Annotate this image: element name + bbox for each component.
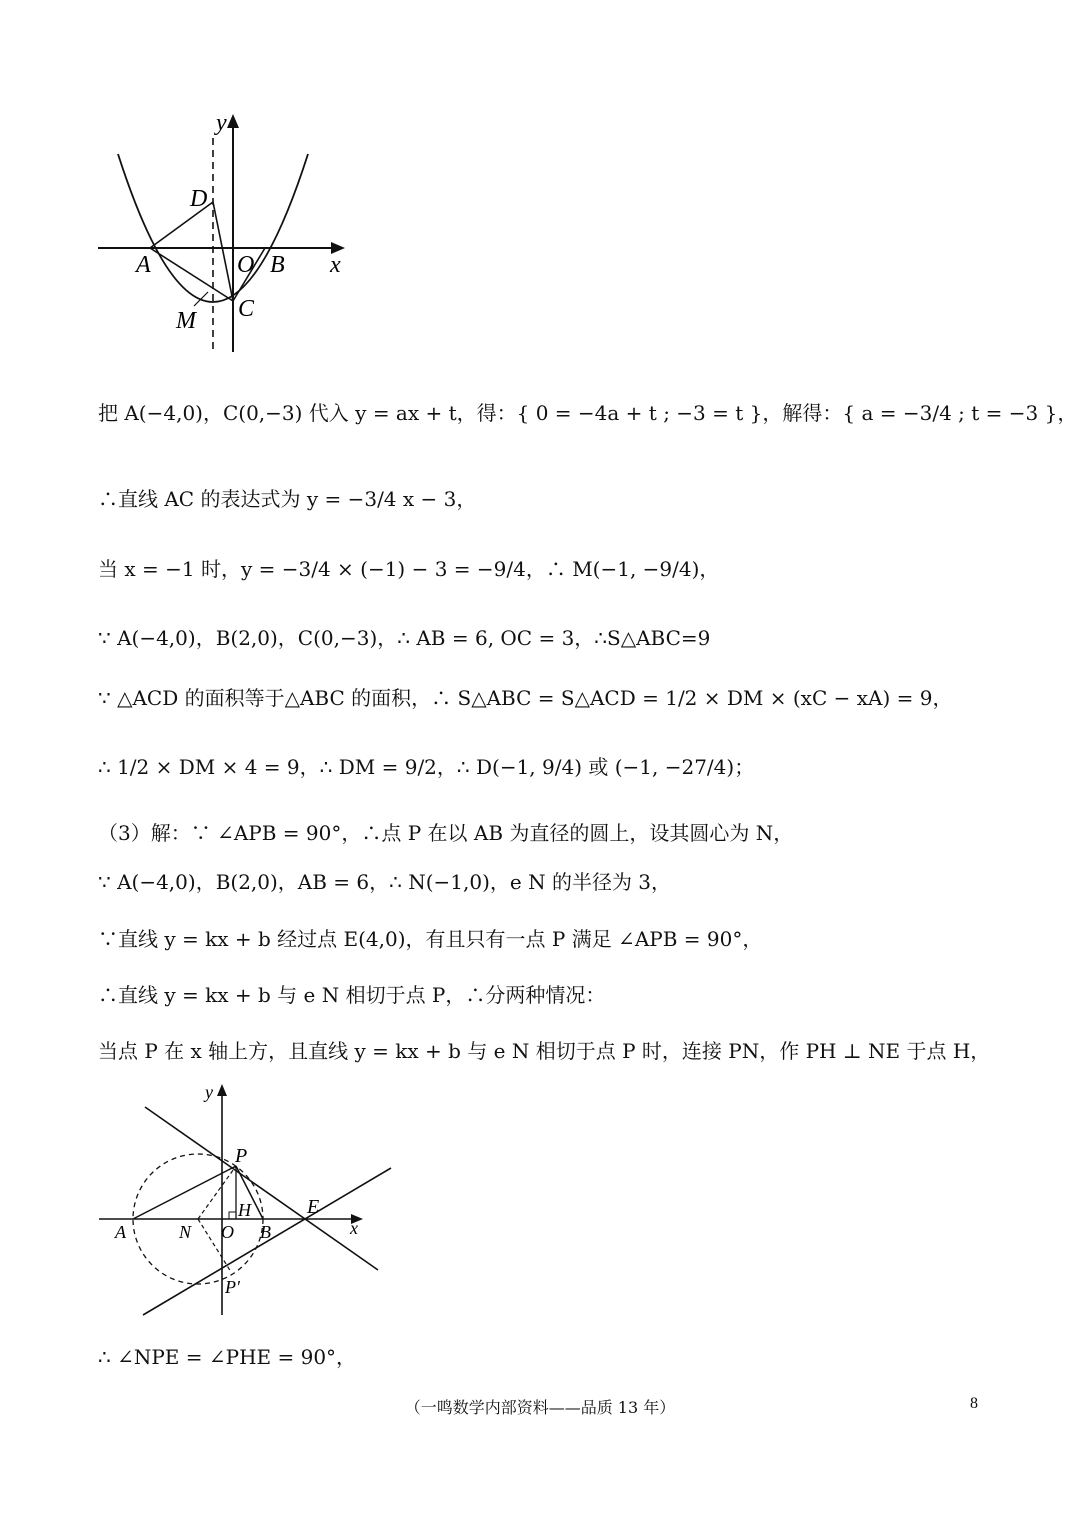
label-P-prime: P′ — [225, 1277, 240, 1297]
label-M: M — [176, 308, 196, 334]
label-C: C — [238, 296, 255, 322]
label-B: B — [260, 1222, 271, 1242]
segment-AC — [150, 248, 233, 301]
M-pointer — [194, 292, 208, 306]
solution-line-10: ∴直线 y = kx + b 与 e N 相切于点 P，∴分两种情况： — [98, 983, 606, 1007]
solution-line-7: （3）解：∵ ∠APB = 90°，∴点 P 在以 AB 为直径的圆上，设其圆心为 N， — [98, 821, 794, 845]
solution-line-3: 当 x = −1 时，y = −3/4 × (−1) − 3 = −9/4，∴ M(−1, −9/4)， — [98, 557, 720, 581]
solution-line-12: ∴ ∠NPE = ∠PHE = 90°， — [98, 1345, 357, 1369]
segment-NP-dashed — [198, 1166, 236, 1219]
y-axis-arrow — [217, 1084, 227, 1096]
label-O: O — [237, 252, 255, 278]
page-number: 8 — [970, 1395, 978, 1412]
segment-DC — [213, 202, 233, 301]
solution-line-11: 当点 P 在 x 轴上方，且直线 y = kx + b 与 e N 相切于点 P 时，连接 PN，作 PH ⊥ NE 于点 H， — [98, 1039, 991, 1063]
label-B: B — [270, 252, 285, 278]
label-A: A — [136, 252, 151, 278]
label-D: D — [190, 186, 208, 212]
solution-line-9: ∵直线 y = kx + b 经过点 E(4,0)，有且只有一点 P 满足 ∠APB = 90°， — [98, 927, 763, 951]
label-A: A — [115, 1222, 126, 1242]
solution-line-8: ∵ A(−4,0)，B(2,0)，AB = 6，∴ N(−1,0)，e N 的半径为 3， — [98, 870, 672, 894]
right-angle-mark — [229, 1212, 236, 1219]
label-x: x — [330, 252, 341, 278]
tangent-circle-figure — [95, 1080, 395, 1320]
label-y: y — [216, 110, 227, 136]
page-footer: （一鸣数学内部资料——品质 13 年） — [404, 1398, 676, 1417]
label-O: O — [221, 1222, 234, 1242]
label-H: H — [238, 1200, 251, 1220]
segment-AP — [133, 1166, 236, 1219]
solution-line-2: ∴直线 AC 的表达式为 y = −3/4 x − 3， — [98, 487, 477, 511]
parabola-figure — [90, 110, 360, 360]
label-y: y — [205, 1082, 213, 1102]
label-E: E — [307, 1196, 320, 1218]
y-axis-arrow — [227, 114, 239, 128]
label-N: N — [179, 1222, 192, 1242]
solution-line-5: ∵ △ACD 的面积等于△ABC 的面积，∴ S△ABC = S△ACD = 1/2 × DM × (xC − xA) = 9， — [98, 686, 953, 710]
label-x: x — [350, 1218, 358, 1238]
solution-line-4: ∵ A(−4,0)，B(2,0)，C(0,−3)，∴ AB = 6, OC = 3，∴S△ABC=9 — [98, 626, 711, 650]
solution-line-6: ∴ 1/2 × DM × 4 = 9，∴ DM = 9/2，∴ D(−1, 9/4) 或 (−1, −27/4)； — [98, 755, 755, 779]
solution-line-1: 把 A(−4,0)，C(0,−3) 代入 y = ax + t，得：{ 0 = −4a + t ; −3 = t }，解得：{ a = −3/4 ; t = −3 }， — [98, 401, 1078, 425]
label-P: P — [235, 1145, 248, 1167]
